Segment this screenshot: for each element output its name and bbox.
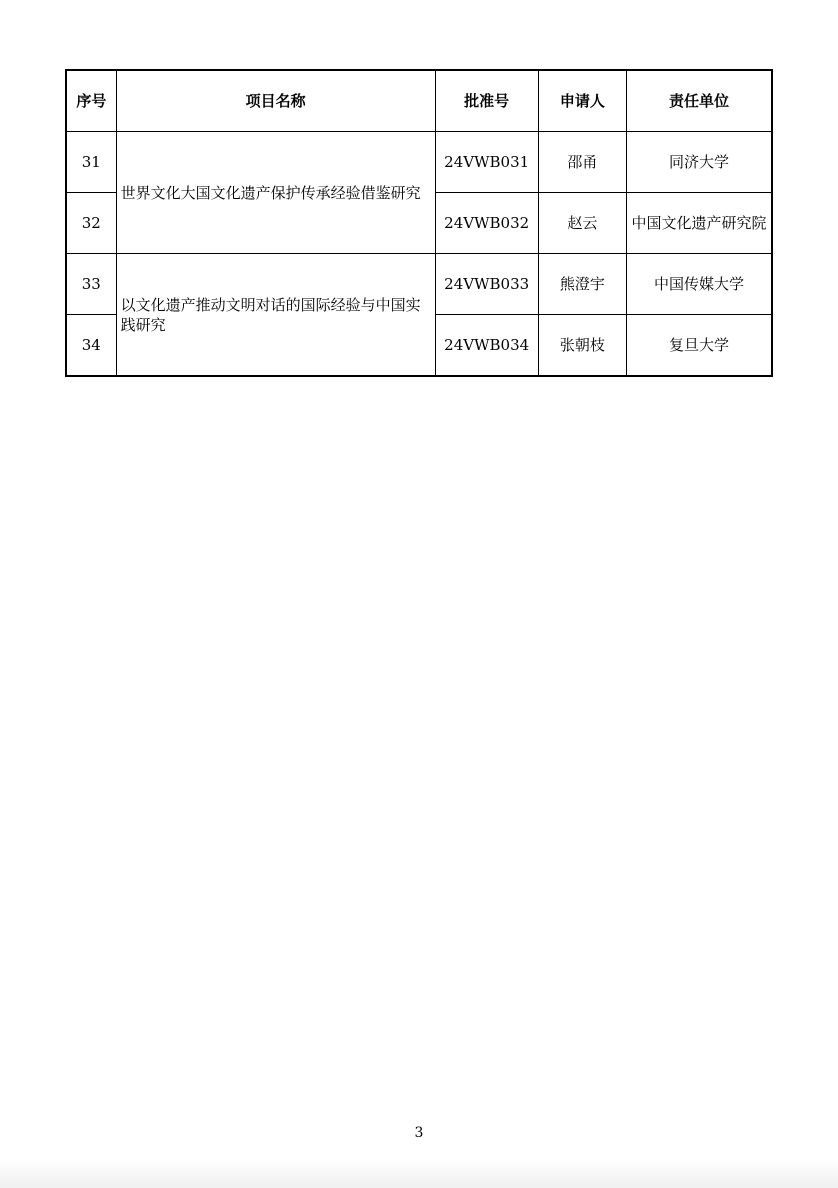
applicant: 张朝枝: [538, 315, 626, 377]
responsible-unit: 中国传媒大学: [627, 254, 772, 315]
approval-code: 24VWB033: [435, 254, 538, 315]
responsible-unit: 同济大学: [627, 132, 772, 193]
table-header-row: [66, 70, 772, 132]
table-row: [66, 132, 772, 193]
header-project-name: 项目名称: [116, 70, 435, 132]
table-row: [66, 254, 772, 315]
approval-code: 24VWB031: [435, 132, 538, 193]
row-num: 31: [66, 132, 116, 193]
header-responsible-unit: 责任单位: [627, 70, 772, 132]
project-name: 以文化遗产推动文明对话的国际经验与中国实践研究: [116, 254, 435, 377]
applicant: 赵云: [538, 193, 626, 254]
row-num: 34: [66, 315, 116, 377]
applicant: 邵甬: [538, 132, 626, 193]
header-applicant: 申请人: [538, 70, 626, 132]
applicant: 熊澄宇: [538, 254, 626, 315]
project-name: 世界文化大国文化遗产保护传承经验借鉴研究: [116, 132, 435, 254]
responsible-unit: 复旦大学: [627, 315, 772, 377]
header-approval-code: 批准号: [435, 70, 538, 132]
approval-code: 24VWB032: [435, 193, 538, 254]
approval-code: 24VWB034: [435, 315, 538, 377]
row-num: 32: [66, 193, 116, 254]
page-number: 3: [414, 1125, 424, 1141]
row-num: 33: [66, 254, 116, 315]
viewer-bottom-edge: [0, 1160, 838, 1188]
project-table: [65, 69, 773, 377]
header-num: 序号: [66, 70, 116, 132]
responsible-unit: 中国文化遗产研究院: [627, 193, 772, 254]
